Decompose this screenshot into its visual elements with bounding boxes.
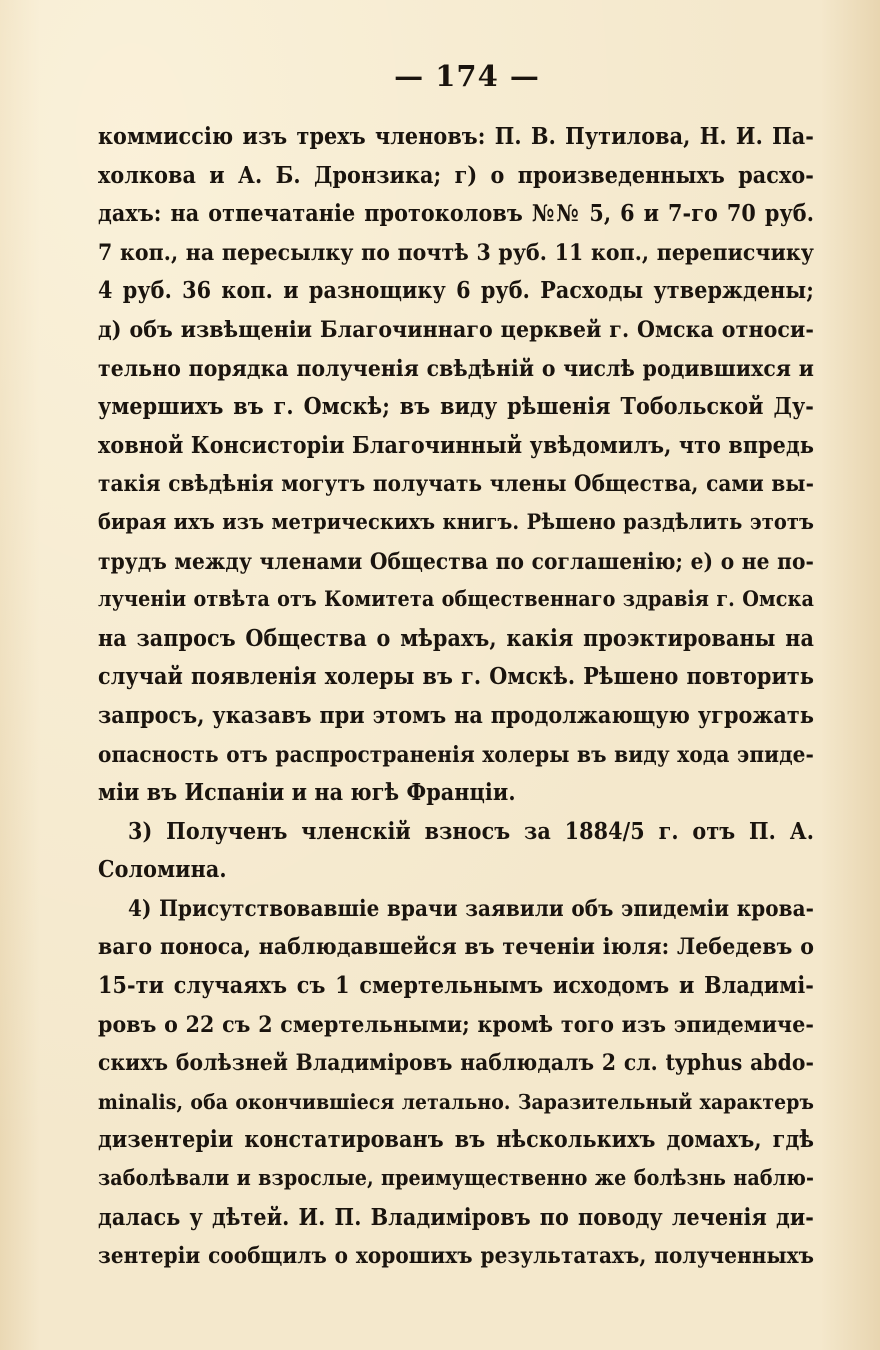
text-line: бирая ихъ изъ метрическихъ книгъ. Рѣшено раздѣлить этотъ: [98, 509, 814, 535]
text-line: умершихъ въ г. Омскѣ; въ виду рѣшенія Тобольской Ду-: [98, 393, 814, 421]
text-line: трудъ между членами Общества по соглашенію; е) о не по-: [98, 548, 814, 575]
body-text: [98, 118, 814, 1276]
text-line: ваго поноса, наблюдавшейся въ теченіи іюля: Лебедевъ о: [98, 934, 814, 961]
text-line: 15-ти случаяхъ съ 1 смертельнымъ исходомъ и Владимі-: [98, 972, 814, 1000]
text-line: міи въ Испаніи и на югѣ Франціи.: [98, 779, 516, 807]
page-number: — 174 —: [394, 59, 540, 93]
text-line: такія свѣдѣнія могутъ получать члены Общества, сами вы-: [98, 471, 814, 498]
text-line: скихъ болѣзней Владиміровъ наблюдалъ 2 сл. typhus abdo-: [98, 1050, 814, 1077]
text-line: на запросъ Общества о мѣрахъ, какія проэктированы на: [98, 624, 814, 652]
text-line: случай появленія холеры въ г. Омскѣ. Рѣшено повторить: [98, 663, 814, 691]
text-line: дизентеріи констатированъ въ нѣсколькихъ домахъ, гдѣ: [98, 1126, 814, 1154]
text-line: 4) Присутствовавшіе врачи заявили объ эпидеміи крова-: [128, 895, 814, 922]
text-line: лученіи отвѣта отъ Комитета общественнаго здравія г. Омска: [98, 587, 814, 613]
text-line: тельно порядка полученія свѣдѣній о числѣ родившихся и: [98, 355, 814, 382]
text-line: запросъ, указавъ при этомъ на продолжающую угрожать: [98, 701, 814, 729]
text-line: зентеріи сообщилъ о хорошихъ результатахъ, полученныхъ: [98, 1243, 814, 1270]
text-line: Соломина.: [98, 856, 227, 884]
text-line: 7 коп., на пересылку по почтѣ 3 руб. 11 коп., переписчику: [98, 239, 814, 266]
text-line: опасность отъ распространенія холеры въ виду хода эпиде-: [98, 741, 814, 768]
text-line: дахъ: на отпечатаніе протоколовъ №№ 5, 6 и 7-го 70 руб.: [98, 200, 814, 228]
text-line: 3) Полученъ членскій взносъ за 1884/5 г. отъ П. А.: [128, 817, 814, 845]
text-line: д) объ извѣщеніи Благочиннаго церквей г. Омска относи-: [98, 316, 814, 343]
text-line: холкова и А. Б. Дронзика; г) о произведенныхъ расхо-: [98, 161, 814, 189]
text-line: коммиссію изъ трехъ членовъ: П. В. Путилова, Н. И. Па-: [98, 123, 814, 150]
text-line: 4 руб. 36 коп. и разнощику 6 руб. Расходы утверждены;: [98, 277, 814, 305]
text-line: заболѣвали и взрослые, преимущественно же болѣзнь наблю-: [98, 1166, 814, 1192]
text-line: ровъ о 22 съ 2 смертельными; кромѣ того изъ эпидемиче-: [98, 1011, 814, 1038]
text-line: ховной Консисторіи Благочинный увѣдомилъ, что впредь: [98, 431, 814, 459]
text-line: далась у дѣтей. И. П. Владиміровъ по поводу леченія ди-: [98, 1203, 814, 1231]
text-line: minalis, оба окончившіеся летально. Заразительный характеръ: [98, 1088, 814, 1114]
